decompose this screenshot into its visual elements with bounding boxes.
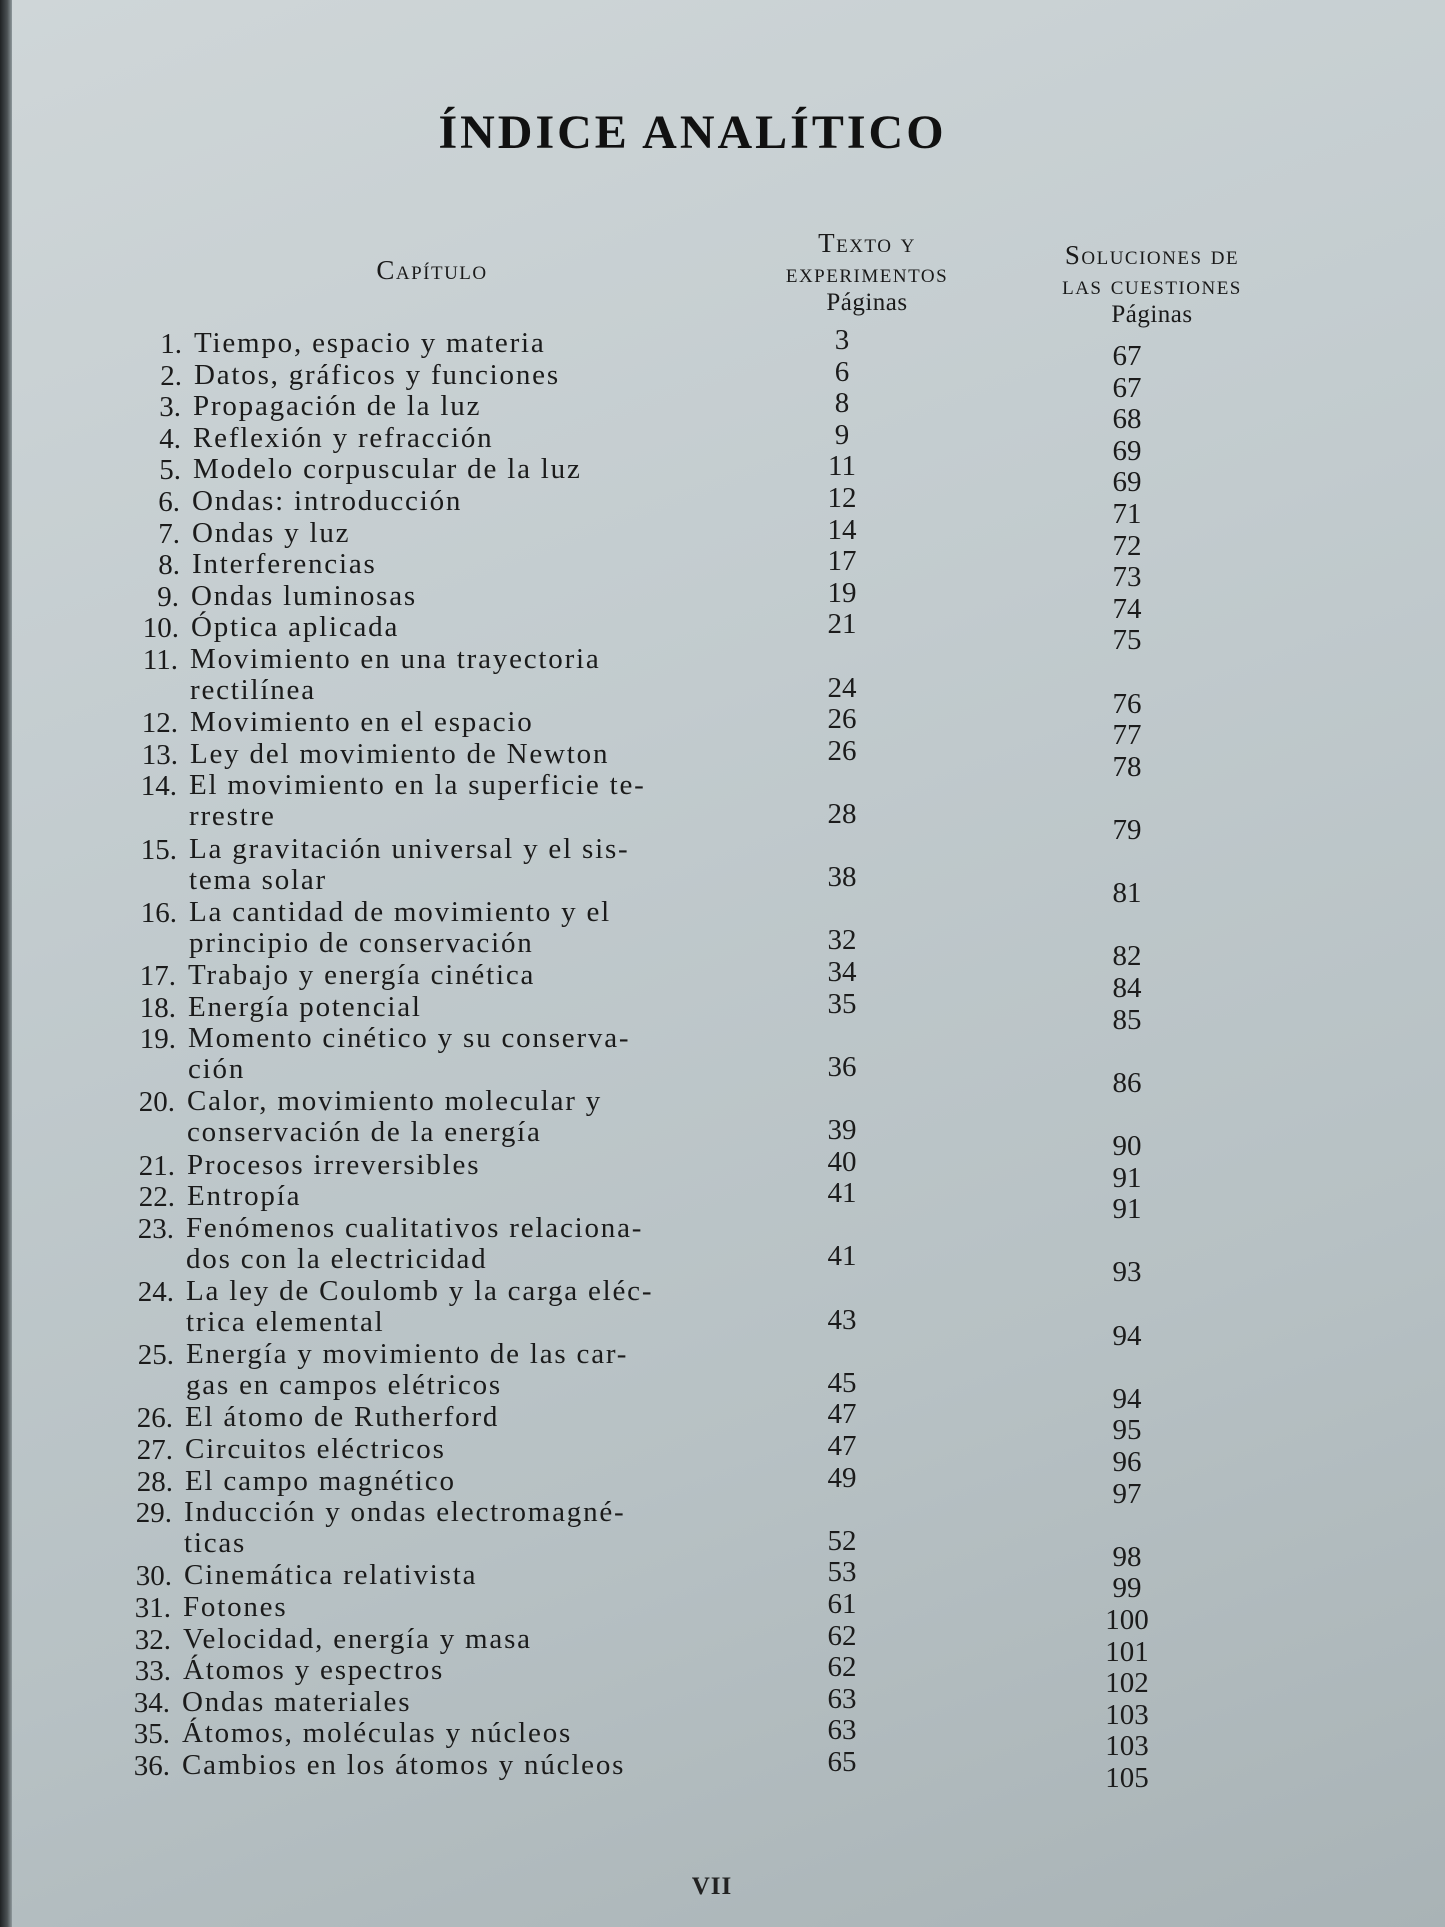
chapter-number: 9. bbox=[157, 580, 179, 613]
chapter-number: 28. bbox=[136, 1465, 173, 1498]
chapter-title-line: tema solar bbox=[189, 863, 327, 896]
chapter-title bbox=[192, 549, 742, 580]
texto-page-number: 8 bbox=[834, 387, 850, 420]
texto-page-number: 3 bbox=[834, 324, 850, 356]
chapter-title bbox=[188, 992, 738, 1023]
chapter-title-line: Calor, movimiento molecular y bbox=[187, 1085, 603, 1118]
texto-page-number: 43 bbox=[827, 1303, 857, 1336]
texto-page-number: 32 bbox=[827, 924, 857, 957]
chapter-title-line: Entropía bbox=[187, 1180, 302, 1213]
soluciones-page-number: 67 bbox=[1112, 340, 1142, 372]
chapter-number: 24. bbox=[137, 1276, 174, 1308]
chapter-title bbox=[187, 1086, 737, 1148]
chapter-title-line: Óptica aplicada bbox=[191, 611, 400, 644]
soluciones-page-number: 86 bbox=[1112, 1066, 1142, 1099]
soluciones-page-number: 96 bbox=[1112, 1446, 1142, 1478]
chapter-title bbox=[182, 1687, 732, 1718]
texto-page-number: 39 bbox=[827, 1113, 857, 1146]
soluciones-page-number: 72 bbox=[1112, 529, 1142, 562]
soluciones-page-number: 103 bbox=[1105, 1698, 1149, 1731]
chapter-title bbox=[186, 1339, 736, 1401]
header-capitulo: Capítulo bbox=[376, 255, 488, 285]
chapter-title-line: Procesos irreversibles bbox=[187, 1148, 481, 1181]
chapter-number: 21. bbox=[138, 1149, 175, 1182]
chapter-title-line: Circuitos eléctricos bbox=[185, 1433, 446, 1465]
texto-page-number: 40 bbox=[827, 1145, 857, 1178]
soluciones-page-number: 81 bbox=[1112, 877, 1142, 910]
chapter-title bbox=[194, 360, 744, 391]
chapter-number: 2. bbox=[160, 359, 182, 392]
chapter-number: 26. bbox=[136, 1402, 173, 1435]
chapter-title bbox=[193, 391, 743, 422]
chapter-number: 1. bbox=[160, 328, 182, 360]
chapter-number: 29. bbox=[135, 1497, 172, 1530]
chapter-title-line: La gravitación universal y el sis- bbox=[189, 832, 630, 865]
texto-page-number: 21 bbox=[827, 608, 857, 641]
chapter-title-line: ción bbox=[188, 1053, 246, 1086]
book-page bbox=[12, 0, 1445, 1927]
chapter-title-line: Fotones bbox=[183, 1591, 288, 1623]
soluciones-page-number: 98 bbox=[1112, 1540, 1142, 1573]
chapter-title bbox=[191, 612, 741, 643]
soluciones-page-number: 101 bbox=[1105, 1635, 1149, 1668]
chapter-title-line: Interferencias bbox=[192, 548, 377, 581]
chapter-title-line: Átomos, moléculas y núcleos bbox=[182, 1717, 573, 1750]
chapter-title-line: Movimiento en una trayectoria bbox=[190, 643, 601, 675]
chapter-title-line: Átomos y espectros bbox=[183, 1654, 445, 1687]
soluciones-page-number: 76 bbox=[1112, 687, 1142, 720]
texto-page-number: 63 bbox=[827, 1682, 857, 1715]
chapter-title bbox=[185, 1402, 735, 1433]
chapter-number: 10. bbox=[142, 612, 179, 645]
chapter-number: 11. bbox=[142, 644, 178, 676]
chapter-number: 8. bbox=[158, 549, 180, 582]
texto-page-number: 14 bbox=[827, 513, 857, 546]
chapter-title bbox=[189, 770, 739, 832]
soluciones-page-number: 68 bbox=[1112, 403, 1142, 436]
toc-entry bbox=[12, 832, 1445, 910]
chapter-number: 12. bbox=[141, 707, 178, 740]
texto-page-number: 35 bbox=[827, 987, 857, 1020]
chapter-title-line: Movimiento en el espacio bbox=[190, 706, 534, 739]
chapter-title-line: Ondas materiales bbox=[182, 1685, 412, 1718]
chapter-number: 18. bbox=[139, 991, 176, 1024]
chapter-title-line: Datos, gráficos y funciones bbox=[194, 358, 560, 391]
texto-page-number: 34 bbox=[827, 956, 857, 988]
chapter-title-line: Modelo corpuscular de la luz bbox=[193, 453, 582, 486]
header-soluciones-line-2: las cuestiones bbox=[1062, 270, 1242, 300]
texto-page-number: 9 bbox=[834, 418, 850, 451]
soluciones-page-number: 102 bbox=[1105, 1667, 1149, 1700]
chapter-title bbox=[183, 1655, 733, 1686]
chapter-number: 34. bbox=[133, 1686, 170, 1719]
texto-page-number: 26 bbox=[827, 703, 857, 736]
chapter-title-line: Reflexión y refracción bbox=[193, 421, 494, 454]
soluciones-page-number: 79 bbox=[1112, 813, 1142, 846]
soluciones-page-number: 97 bbox=[1112, 1477, 1142, 1510]
page-number: VII bbox=[691, 1873, 733, 1900]
chapter-number: 20. bbox=[138, 1086, 175, 1119]
soluciones-page-number: 99 bbox=[1112, 1572, 1142, 1605]
header-texto-line-3: Páginas bbox=[826, 289, 908, 316]
chapter-number: 7. bbox=[158, 517, 180, 550]
chapter-title-line: Ondas luminosas bbox=[191, 579, 417, 612]
chapter-title bbox=[184, 1560, 734, 1591]
chapter-number: 22. bbox=[138, 1181, 175, 1214]
soluciones-page-number: 84 bbox=[1112, 972, 1142, 1004]
texto-page-number: 65 bbox=[827, 1746, 857, 1778]
texto-page-number: 47 bbox=[827, 1430, 857, 1462]
chapter-title bbox=[188, 960, 738, 991]
header-texto-line-1: Texto y bbox=[818, 228, 916, 258]
chapter-title bbox=[193, 423, 743, 454]
chapter-number: 25. bbox=[137, 1339, 174, 1372]
chapter-title-line: Energía potencial bbox=[188, 990, 422, 1023]
texto-page-number: 38 bbox=[827, 861, 857, 894]
chapter-title-line: conservación de la energía bbox=[187, 1116, 542, 1149]
chapter-title bbox=[182, 1750, 732, 1781]
chapter-number: 15. bbox=[140, 833, 177, 866]
soluciones-page-number: 103 bbox=[1105, 1730, 1149, 1763]
chapter-title bbox=[187, 1181, 737, 1212]
chapter-title-line: Fenómenos cualitativos relaciona- bbox=[186, 1211, 644, 1244]
page-title: ÍNDICE ANALÍTICO bbox=[438, 106, 947, 159]
texto-page-number: 6 bbox=[834, 355, 850, 388]
chapter-title-line: Cambios en los átomos y núcleos bbox=[182, 1749, 626, 1781]
chapter-title-line: La ley de Coulomb y la carga eléc- bbox=[186, 1275, 654, 1307]
texto-page-number: 53 bbox=[827, 1556, 857, 1589]
soluciones-page-number: 93 bbox=[1112, 1256, 1142, 1289]
chapter-number: 23. bbox=[137, 1212, 174, 1245]
soluciones-page-number: 69 bbox=[1112, 466, 1142, 499]
toc-entry bbox=[12, 1275, 1445, 1352]
chapter-title-line: rectilínea bbox=[190, 674, 316, 706]
soluciones-page-number: 94 bbox=[1112, 1382, 1142, 1415]
texto-page-number: 41 bbox=[827, 1177, 857, 1210]
chapter-title bbox=[185, 1434, 735, 1465]
chapter-title-line: trica elemental bbox=[186, 1306, 385, 1338]
texto-page-number: 11 bbox=[828, 450, 856, 483]
header-soluciones-line-3: Páginas bbox=[1111, 301, 1193, 328]
soluciones-page-number: 78 bbox=[1112, 750, 1142, 783]
chapter-title bbox=[182, 1718, 732, 1749]
texto-page-number: 24 bbox=[827, 671, 857, 704]
chapter-title-line: Energía y movimiento de las car- bbox=[186, 1338, 629, 1371]
chapter-number: 16. bbox=[140, 896, 177, 929]
texto-page-number: 62 bbox=[827, 1651, 857, 1684]
chapter-title-line: Tiempo, espacio y materia bbox=[194, 327, 546, 359]
soluciones-page-number: 75 bbox=[1112, 624, 1142, 657]
texto-page-number: 19 bbox=[827, 576, 857, 609]
texto-page-number: 45 bbox=[827, 1366, 857, 1399]
chapter-title bbox=[190, 707, 740, 738]
chapter-title-line: Ondas: introducción bbox=[192, 485, 463, 517]
chapter-title bbox=[189, 834, 739, 896]
toc-entry bbox=[12, 769, 1445, 846]
chapter-number: 33. bbox=[134, 1655, 171, 1688]
soluciones-page-number: 91 bbox=[1112, 1161, 1142, 1194]
texto-page-number: 61 bbox=[827, 1588, 857, 1620]
chapter-title-line: Ondas y luz bbox=[192, 516, 351, 549]
chapter-title bbox=[187, 1150, 737, 1181]
chapter-number: 31. bbox=[134, 1592, 171, 1624]
chapter-title bbox=[188, 1023, 738, 1085]
texto-page-number: 26 bbox=[827, 734, 857, 767]
soluciones-page-number: 85 bbox=[1112, 1003, 1142, 1036]
chapter-title bbox=[186, 1213, 736, 1275]
chapter-title-line: Velocidad, energía y masa bbox=[183, 1622, 532, 1655]
chapter-title-line: El átomo de Rutherford bbox=[185, 1401, 500, 1434]
chapter-number: 36. bbox=[133, 1750, 170, 1782]
chapter-title bbox=[194, 328, 744, 359]
soluciones-page-number: 105 bbox=[1105, 1762, 1149, 1794]
texto-page-number: 12 bbox=[827, 482, 857, 514]
chapter-number: 19. bbox=[139, 1023, 176, 1056]
chapter-title-line: Momento cinético y su conserva- bbox=[188, 1022, 631, 1055]
chapter-number: 35. bbox=[133, 1718, 170, 1751]
book-spine-shadow bbox=[0, 0, 12, 1927]
soluciones-page-number: 67 bbox=[1112, 371, 1142, 404]
header-soluciones-line-1: Soluciones de bbox=[1064, 240, 1240, 270]
texto-page-number: 47 bbox=[827, 1398, 857, 1431]
chapter-number: 3. bbox=[159, 391, 181, 424]
texto-page-number: 41 bbox=[827, 1240, 857, 1273]
soluciones-page-number: 69 bbox=[1112, 434, 1142, 467]
chapter-number: 4. bbox=[159, 422, 181, 455]
toc-entry bbox=[12, 1211, 1445, 1289]
chapter-number: 13. bbox=[141, 738, 178, 771]
header-texto-line-2: experimentos bbox=[785, 258, 949, 288]
texto-page-number: 49 bbox=[827, 1461, 857, 1494]
texto-page-number: 28 bbox=[827, 797, 857, 830]
chapter-title bbox=[192, 518, 742, 549]
chapter-title-line: principio de conservación bbox=[189, 926, 534, 959]
header-texto bbox=[747, 228, 987, 318]
soluciones-page-number: 91 bbox=[1112, 1193, 1142, 1226]
chapter-title-line: Trabajo y energía cinética bbox=[188, 959, 536, 991]
texto-page-number: 63 bbox=[827, 1714, 857, 1747]
soluciones-page-number: 77 bbox=[1112, 719, 1142, 752]
chapter-title-line: Inducción y ondas electromagné- bbox=[184, 1496, 626, 1529]
chapter-title-line: gas en campos elétricos bbox=[186, 1369, 502, 1402]
chapter-number: 5. bbox=[159, 454, 181, 487]
chapter-number: 17. bbox=[139, 960, 176, 992]
header-soluciones bbox=[1022, 240, 1282, 330]
chapter-title bbox=[183, 1592, 733, 1623]
toc-entry bbox=[12, 1022, 1445, 1099]
chapter-title-line: Propagación de la luz bbox=[193, 390, 482, 423]
chapter-title-line: ticas bbox=[184, 1527, 247, 1560]
texto-page-number: 36 bbox=[827, 1050, 857, 1083]
texto-page-number: 17 bbox=[827, 545, 857, 578]
chapter-title-line: Ley del movimiento de Newton bbox=[190, 737, 610, 770]
texto-page-number: 62 bbox=[827, 1619, 857, 1652]
chapter-title bbox=[185, 1466, 735, 1497]
soluciones-page-number: 71 bbox=[1112, 498, 1142, 530]
chapter-number: 27. bbox=[136, 1434, 173, 1466]
soluciones-page-number: 90 bbox=[1112, 1129, 1142, 1162]
soluciones-page-number: 100 bbox=[1105, 1604, 1149, 1636]
soluciones-page-number: 74 bbox=[1112, 592, 1142, 625]
chapter-title bbox=[189, 897, 739, 959]
soluciones-page-number: 73 bbox=[1112, 561, 1142, 594]
soluciones-page-number: 94 bbox=[1112, 1319, 1142, 1352]
chapter-title-line: rrestre bbox=[189, 800, 276, 833]
chapter-number: 6. bbox=[158, 486, 180, 518]
chapter-title-line: Cinemática relativista bbox=[184, 1559, 478, 1592]
chapter-title-line: dos con la electricidad bbox=[186, 1242, 488, 1275]
chapter-title bbox=[190, 644, 740, 706]
chapter-title-line: El movimiento en la superficie te- bbox=[189, 769, 646, 802]
soluciones-page-number: 82 bbox=[1112, 940, 1142, 973]
chapter-title bbox=[190, 739, 740, 770]
chapter-title bbox=[191, 581, 741, 612]
soluciones-page-number: 95 bbox=[1112, 1414, 1142, 1447]
chapter-number: 14. bbox=[140, 770, 177, 803]
chapter-title bbox=[184, 1497, 734, 1559]
chapter-title-line: La cantidad de movimiento y el bbox=[189, 895, 612, 928]
chapter-number: 30. bbox=[135, 1560, 172, 1593]
chapter-title bbox=[193, 454, 743, 485]
chapter-title-line: El campo magnético bbox=[185, 1464, 456, 1497]
chapter-title bbox=[192, 486, 742, 517]
chapter-title bbox=[183, 1624, 733, 1655]
chapter-number: 32. bbox=[134, 1623, 171, 1656]
chapter-title bbox=[186, 1276, 736, 1338]
texto-page-number: 52 bbox=[827, 1524, 857, 1557]
